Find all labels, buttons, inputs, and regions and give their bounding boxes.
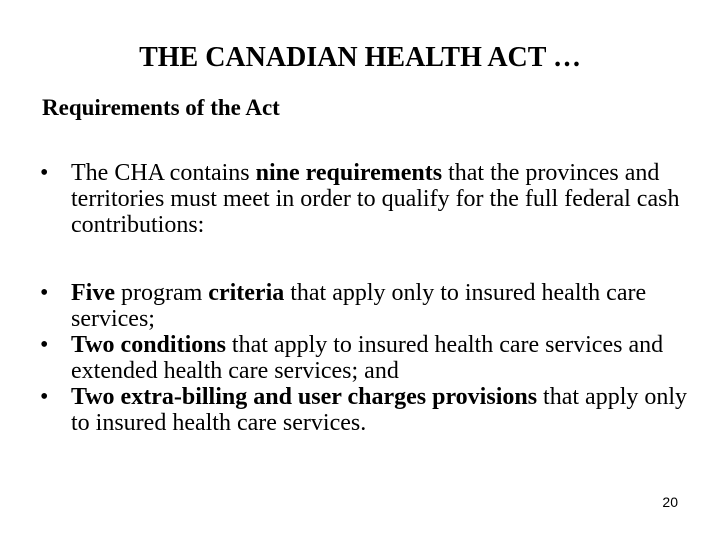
requirements-list	[40, 280, 700, 436]
requirement-bold: Five	[71, 280, 115, 306]
intro-text-bold: nine requirements	[255, 160, 443, 186]
requirement-bold: Two extra-billing and user charges provisions	[71, 384, 538, 410]
requirement-bold: criteria	[208, 280, 285, 306]
bullet-icon: •	[40, 384, 49, 410]
list-item	[40, 332, 700, 384]
requirement-text: program	[114, 280, 209, 306]
page-number: 20	[662, 494, 678, 510]
bullet-icon: •	[40, 332, 49, 358]
list-item	[40, 384, 700, 436]
requirement-text: that apply only to insured health care services.	[71, 384, 688, 436]
bullet-icon: •	[40, 280, 49, 306]
requirement-bold: Two conditions	[71, 332, 226, 358]
intro-text-pre: The CHA contains	[71, 160, 256, 186]
intro-text-post: that the provinces and territories must meet in order to qualify for the full federal cash contributions:	[71, 160, 680, 238]
requirement-text: that apply to insured health care services and extended health care services; and	[71, 332, 664, 384]
requirement-text: that apply only to insured health care services;	[71, 280, 647, 332]
intro-bullet-list	[40, 160, 700, 238]
slide-title: THE CANADIAN HEALTH ACT …	[139, 42, 581, 73]
bullet-icon: •	[40, 160, 49, 186]
list-item	[40, 160, 700, 238]
list-item	[40, 280, 700, 332]
slide-subtitle: Requirements of the Act	[42, 95, 280, 120]
